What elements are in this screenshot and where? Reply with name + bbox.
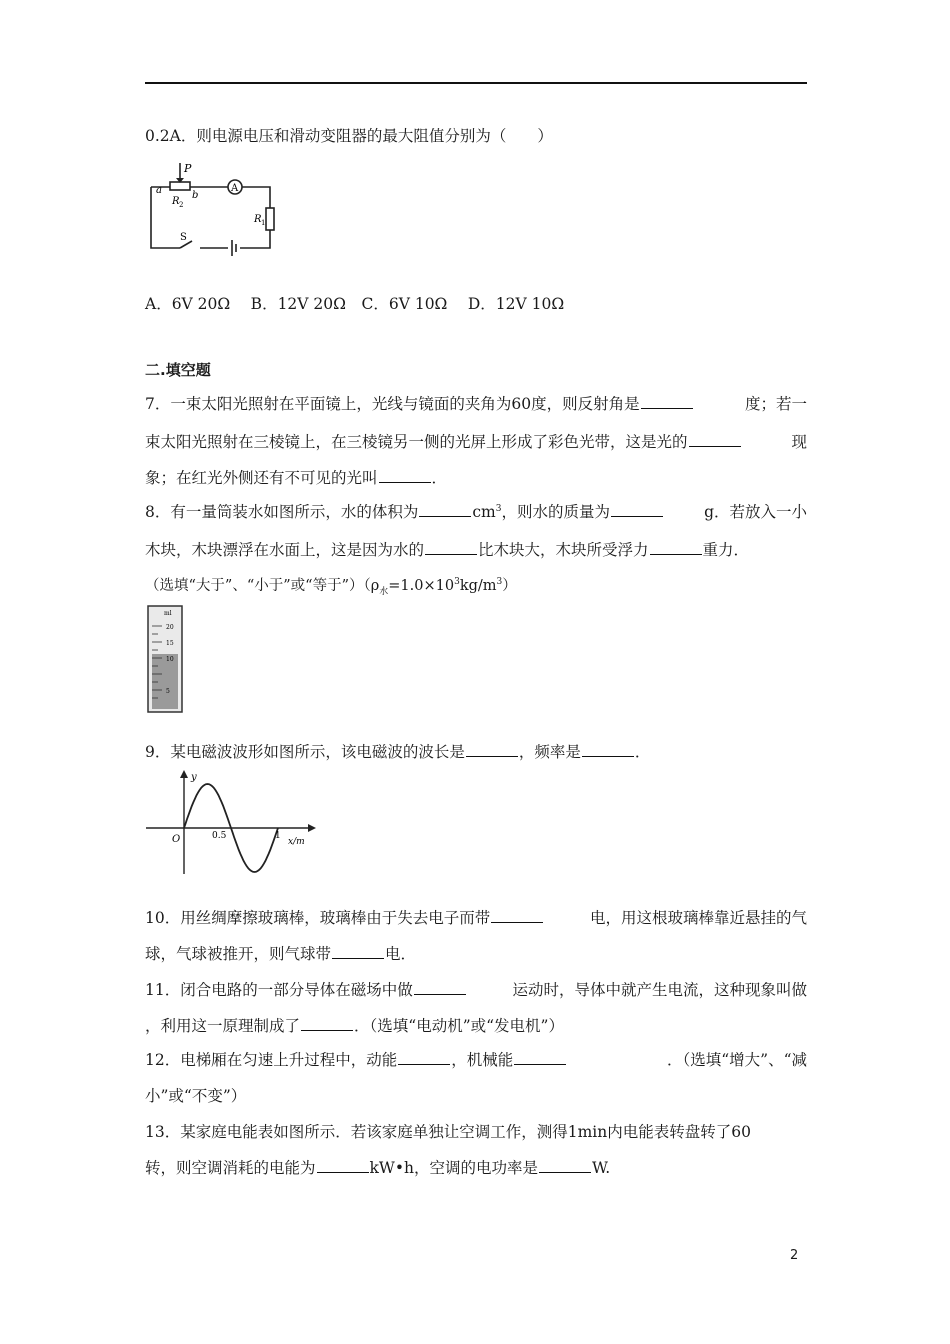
circuit-diagram	[148, 160, 288, 256]
q12-text: ．（选填“增大”、“减	[666, 1051, 807, 1069]
q7-text: ．	[431, 469, 448, 487]
q12-line1	[145, 1050, 807, 1070]
q7-line3	[145, 468, 447, 488]
answer-blank[interactable]	[491, 908, 543, 923]
q7-line1	[145, 394, 807, 414]
label-p: P	[184, 162, 192, 175]
label-r2: R	[172, 196, 180, 207]
q13-text: kW•h，空调的电功率是	[369, 1159, 538, 1177]
q9-text: 9．某电磁波波形如图所示，该电磁波的波长是	[145, 743, 465, 761]
graduated-cylinder	[146, 604, 186, 714]
q11-text: ．（选填“电动机”或“发电机”）	[354, 1017, 564, 1035]
q7-line2	[145, 432, 807, 452]
q10-text: 10．用丝绸摩擦玻璃棒，玻璃棒由于失去电子而带	[145, 909, 491, 927]
tick-label: 5	[166, 688, 170, 695]
q8-line2	[145, 540, 749, 560]
answer-blank[interactable]	[641, 394, 693, 409]
section-heading: 二.填空题	[145, 361, 211, 379]
q8-text: 3	[454, 577, 460, 588]
tick-label: 15	[166, 640, 174, 647]
water-column	[152, 654, 178, 709]
q11-text: 11．闭合电路的一部分导体在磁场中做	[145, 981, 413, 999]
q11-line1	[145, 980, 807, 1000]
wave-graph	[144, 770, 316, 876]
x-arrow	[308, 824, 316, 832]
cylinder-unit: ml	[164, 610, 172, 617]
q7-text: 象；在红光外侧还有不可见的光叫	[145, 469, 378, 487]
q8-text: =1.0×10	[388, 578, 455, 594]
q8-text: 比木块大，木块所受浮力	[478, 541, 649, 559]
page-number: 2	[790, 1248, 799, 1263]
q13-text: W.	[591, 1159, 611, 1177]
header-rule	[145, 82, 807, 84]
answer-blank[interactable]	[332, 944, 384, 959]
label-ammeter: A	[231, 183, 239, 194]
q8-text: 3	[496, 577, 503, 588]
q7-text: 束太阳光照射在三棱镜上，在三棱镜另一侧的光屏上形成了彩色光带，这是光的	[145, 433, 688, 451]
q12-text: 12．电梯厢在匀速上升过程中，动能	[145, 1051, 398, 1069]
answer-blank[interactable]	[650, 540, 702, 555]
wave-x-label: x/m	[288, 837, 305, 847]
q8-text: 木块，木块漂浮在水面上，这是因为水的	[145, 541, 425, 559]
rheostat-r2	[170, 182, 190, 190]
y-arrow	[180, 770, 188, 778]
label-r1-sub: 1	[261, 219, 266, 227]
q13-line1: 13．某家庭电能表如图所示．若该家庭单独让空调工作，测得1min内电能表转盘转了60	[145, 1123, 751, 1141]
q9-text: ．	[634, 743, 651, 761]
q9-line	[145, 742, 650, 762]
resistor-r1	[266, 208, 274, 230]
q7-text: 现	[791, 433, 807, 451]
answer-blank[interactable]	[317, 1158, 369, 1173]
answer-blank[interactable]	[466, 742, 518, 757]
q11-text: 运动时，导体中就产生电流，这种现象叫做	[512, 981, 807, 999]
q10-line2	[145, 944, 416, 964]
q8-text: g．若放入一小	[704, 503, 807, 521]
q10-text: 电，用这根玻璃棒靠近悬挂的气	[589, 909, 807, 927]
answer-blank[interactable]	[419, 502, 471, 517]
q12-text: ，机械能	[451, 1051, 514, 1069]
q6-options: A．6V 20Ω B．12V 20Ω C．6V 10Ω D．12V 10Ω	[145, 295, 565, 313]
wave-y-label: y	[191, 772, 197, 783]
q9-text: ，频率是	[518, 743, 581, 761]
q8-line3	[145, 576, 517, 596]
answer-blank[interactable]	[301, 1016, 353, 1031]
q12-line2: 小”或“不变”）	[145, 1087, 247, 1105]
answer-blank[interactable]	[689, 432, 741, 447]
answer-blank[interactable]	[582, 742, 634, 757]
q10-text: 电．	[385, 945, 417, 963]
wave-one-label: 1	[275, 831, 281, 841]
q11-text: ，利用这一原理制成了	[145, 1017, 301, 1035]
tick-label: 10	[166, 656, 174, 663]
label-r1: R	[254, 214, 262, 225]
answer-blank[interactable]	[611, 502, 663, 517]
q11-line2	[145, 1016, 564, 1036]
answer-blank[interactable]	[425, 540, 477, 555]
answer-blank[interactable]	[514, 1050, 566, 1065]
q8-line1	[145, 502, 807, 522]
q8-text: 8．有一量筒装水如图所示，水的体积为	[145, 503, 419, 521]
answer-blank[interactable]	[414, 980, 466, 995]
answer-blank[interactable]	[539, 1158, 591, 1173]
q10-text: 球，气球被推开，则气球带	[145, 945, 332, 963]
q8-text: 重力．	[702, 541, 750, 559]
q7-text: 度；若一	[744, 395, 807, 413]
tick-label: 20	[166, 624, 174, 631]
q8-text: ，则水的质量为	[501, 503, 611, 521]
wave-half-label: 0.5	[212, 831, 227, 841]
q8-text: cm	[472, 503, 496, 521]
answer-blank[interactable]	[398, 1050, 450, 1065]
label-r2-sub: 2	[179, 201, 184, 209]
answer-blank[interactable]	[379, 468, 431, 483]
q13-line2	[145, 1158, 610, 1178]
label-s: S	[180, 232, 187, 243]
q7-text: 7．一束太阳光照射在平面镜上，光线与镜面的夹角为60度，则反射角是	[145, 395, 640, 413]
q8-text: kg/m	[459, 578, 497, 594]
wave-origin-label: O	[172, 834, 181, 845]
q8-text: ）	[502, 578, 517, 594]
label-b: b	[192, 190, 199, 201]
q8-text: （选填“大于”、“小于”或“等于”）（ρ	[145, 578, 380, 594]
label-a: a	[156, 185, 162, 196]
q8-text: 3	[495, 503, 502, 514]
q10-line1	[145, 908, 807, 928]
q8-text: 水	[379, 586, 389, 597]
q6-tail: 0.2A．则电源电压和滑动变阻器的最大阻值分别为（ ）	[145, 127, 553, 145]
q13-text: 转，则空调消耗的电能为	[145, 1159, 316, 1177]
